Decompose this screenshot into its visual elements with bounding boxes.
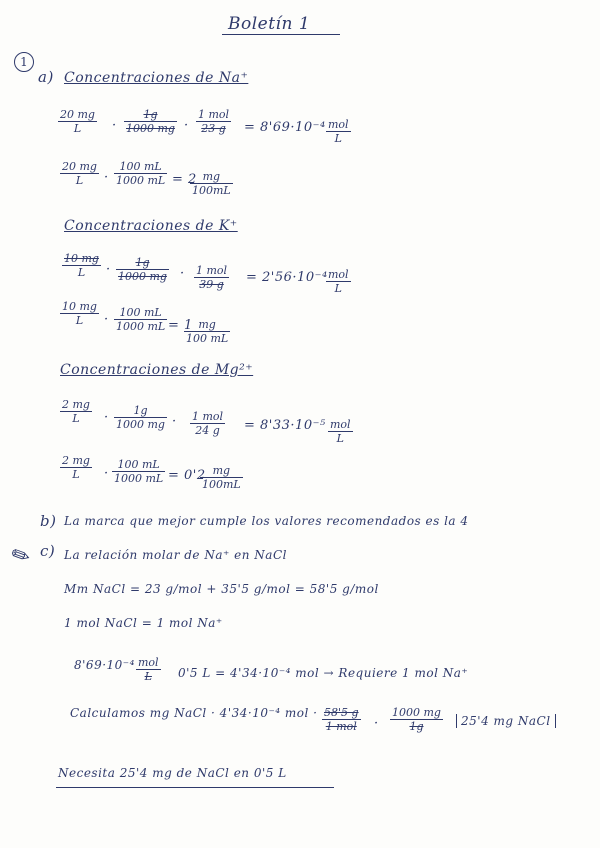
eq1-unit: mol L (328, 118, 349, 145)
eq4-unit: $\frac{mg}{100 mL}$ (186, 318, 229, 345)
title-underline (222, 34, 340, 35)
eq2-unit: $\frac{mg}{100mL}$ (192, 170, 231, 197)
heading-k: Concentraciones de K⁺ (64, 218, 238, 234)
eq1-frac2: $\frac{1g}{1000 mg}$ (126, 108, 175, 135)
eq5-unit: mol L (330, 418, 351, 445)
part-c-line1: La relación molar de Na⁺ en NaCl (64, 548, 287, 562)
eq2-frac2: $\frac{100 mL}{1000 mL}$ (116, 160, 166, 187)
eq1-result: = 8'69·10⁻⁴ (244, 120, 326, 135)
eq5-op: · (104, 410, 109, 425)
part-c-line5a: Calculamos mg NaCl · 4'34·10⁻⁴ mol · (70, 706, 318, 720)
eq6-frac2: $\frac{100 mL}{1000 mL}$ (114, 458, 164, 485)
eq4-op: · (104, 312, 109, 327)
eq4-result: = 1 (168, 318, 193, 333)
eq1-op: · (112, 118, 117, 133)
eq4-frac2: $\frac{100 mL}{1000 mL}$ (116, 306, 166, 333)
heading-na: Concentraciones de Na⁺ (64, 70, 249, 86)
part-c-line5-result: 25'4 mg NaCl (456, 714, 556, 728)
heading-mg: Concentraciones de Mg²⁺ (60, 362, 254, 378)
part-c-line3: 1 mol NaCl = 1 mol Na⁺ (64, 616, 223, 630)
eq5-result: = 8'33·10⁻⁵ (244, 418, 326, 433)
eq6-op: · (104, 466, 109, 481)
eq4-frac1: $\frac{10 mg}{L}$ (62, 300, 97, 327)
part-c-line5-op: · (374, 716, 379, 731)
eq5-frac2: $\frac{1g}{1000 mg}$ (116, 404, 165, 431)
eq3-result: = 2'56·10⁻⁴ (246, 270, 328, 285)
part-c-label: c) (40, 542, 56, 560)
item-number: 1 (14, 52, 34, 72)
eq1-frac1: $\frac{20 mg}{L}$ (60, 108, 95, 135)
eq6-result: = 0'2 (168, 468, 206, 483)
paperclip-icon: ✎ (7, 541, 35, 572)
part-c-line5-frac1: 58'5 g 1 mol (324, 706, 359, 733)
eq3-unit: mol L (328, 268, 349, 295)
eq1-frac3: 1 mol 23 g (198, 108, 230, 135)
page-title: Boletín 1 (228, 14, 311, 34)
eq2-frac1: $\frac{20 mg}{L}$ (62, 160, 97, 187)
eq3-frac3: 1 mol 39 g (196, 264, 228, 291)
part-b-text: La marca que mejor cumple los valores recomendados es la 4 (64, 514, 469, 528)
part-c-line4a: 8'69·10⁻⁴ (74, 658, 135, 672)
part-c-line2: Mm NaCl = 23 g/mol + 35'5 g/mol = 58'5 g/mol (64, 582, 379, 596)
eq3-frac1: $\frac{10 mg}{L}$ (64, 252, 99, 279)
part-c-line5-frac2: $\frac{1000 mg}{1g}$ (392, 706, 441, 733)
conclusion: Necesita 25'4 mg de NaCl en 0'5 L (58, 766, 287, 780)
eq5-op2: · (172, 414, 177, 429)
eq3-op2: · (180, 266, 185, 281)
eq1-op2: · (184, 118, 189, 133)
eq3-op: · (106, 262, 111, 277)
part-b-label: b) (40, 512, 57, 530)
eq2-op: · (104, 170, 109, 185)
part-c-line4-unit: mol L (138, 656, 159, 683)
eq6-frac1: $\frac{2 mg}{L}$ (62, 454, 90, 481)
eq3-frac2: $\frac{1g}{1000 mg}$ (118, 256, 167, 283)
eq6-unit: $\frac{mg}{100mL}$ (202, 464, 241, 491)
conclusion-underline (56, 787, 334, 788)
part-c-line4b: 0'5 L = 4'34·10⁻⁴ mol → Requiere 1 mol Na⁺ (178, 666, 469, 680)
eq5-frac3: 1 mol 24 g (192, 410, 224, 437)
part-a-label: a) (38, 68, 54, 86)
eq5-frac1: $\frac{2 mg}{L}$ (62, 398, 90, 425)
eq2-result: = 2 (172, 172, 197, 187)
